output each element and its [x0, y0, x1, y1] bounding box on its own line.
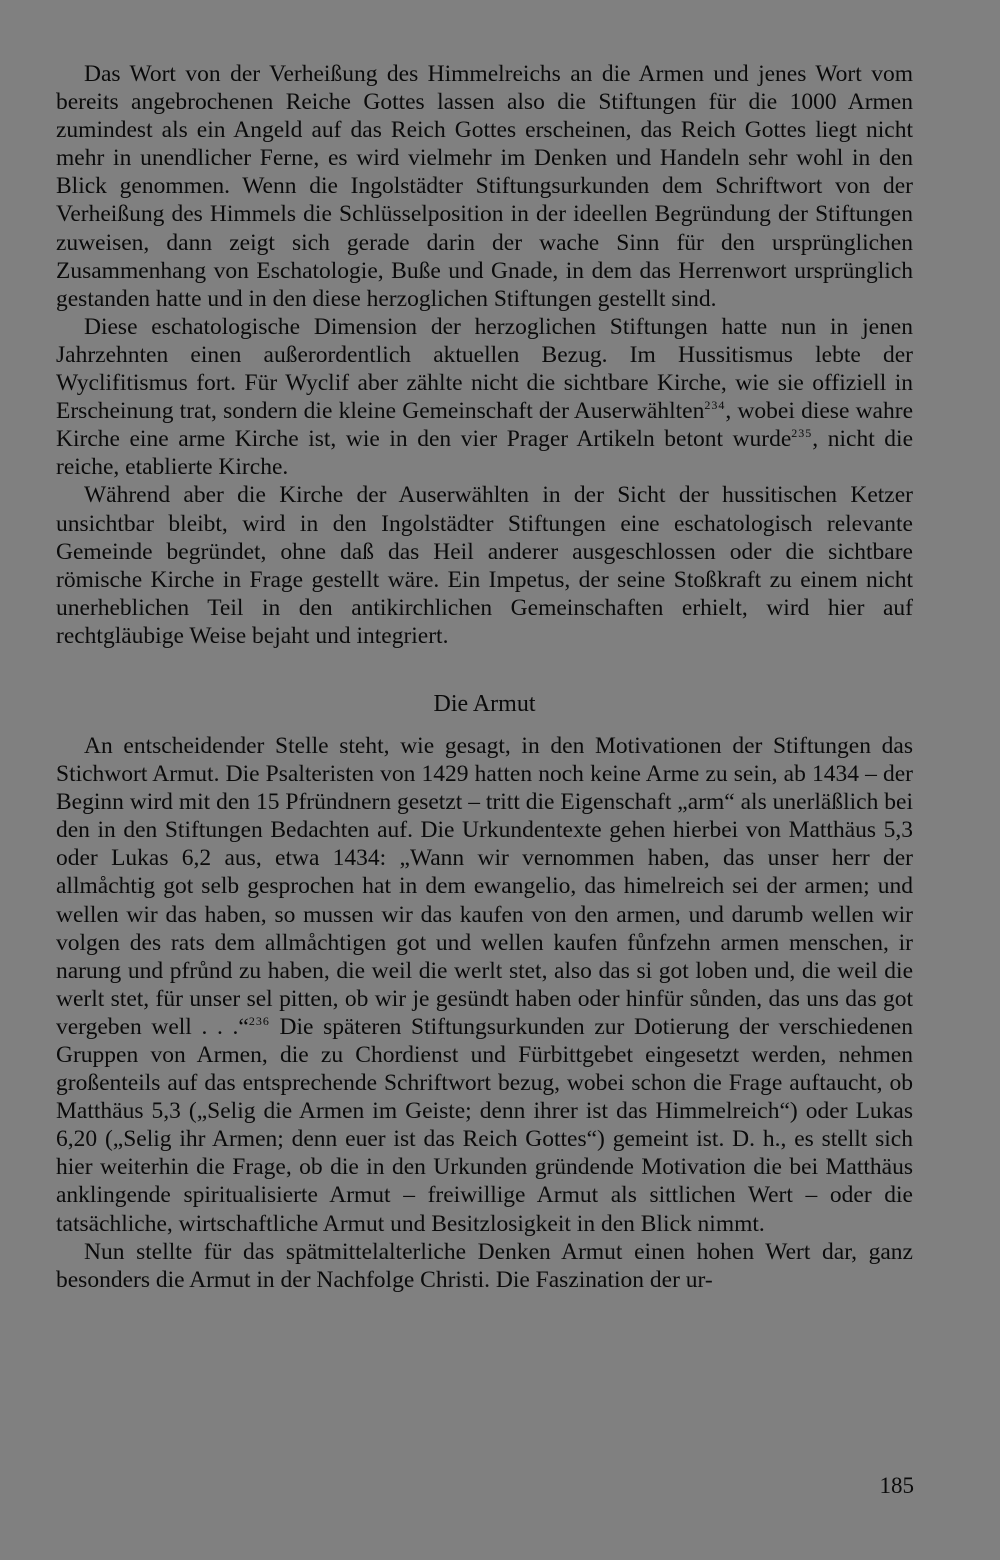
footnote-ref-235: 235: [791, 426, 813, 441]
footnote-ref-236: 236: [248, 1013, 270, 1028]
paragraph-4-text-b: Die späteren Stiftungsurkunden zur Dotierung der verschiedenen Gruppen von Armen, die zu Chordienst und Fürbittgebet eingesetzt werden, nehmen großenteils auf das entsprechende Schriftwort bezug, wobei schon die Frage auftaucht, ob Matthäus 5,3 („Selig die Armen im Geiste; denn ihrer ist das Himmelreich“) oder Lukas 6,20 („Selig ihr Armen; denn euer ist das Reich Gottes“) gemeint ist. D. h., es stellt sich hier weiterhin die Frage, ob die in den Urkunden gründende Motivation die bei Matthäus anklingende spiritualisierte Armut – freiwillige Armut als sittlichen Wert – oder die tatsächliche, wirtschaftliche Armut und Besitzlosigkeit in den Blick nimmt.: [56, 1013, 913, 1237]
paragraph-2-text-c: , nicht die reiche, etablierte Kirche.: [56, 426, 913, 481]
footnote-ref-234: 234: [704, 398, 726, 413]
paragraph-2: [56, 313, 913, 482]
paragraph-4-text-a: An entscheidender Stelle steht, wie gesagt, in den Motivationen der Stiftungen das Stichwort Armut. Die Psalteristen von 1429 hatten noch keine Arme zu sein, ab 1434 – der Beginn wird mit den 15 Pfründnern gesetzt – tritt die Eigenschaft „arm“ als unerläßlich bei den in den Stiftungen Bedachten auf. Die Urkundentexte gehen hierbei von Matthäus 5,3 oder Lukas 6,2 aus, etwa 1434: „Wann wir vernommen haben, das unser herr der allmåchtig got selb gesprochen hat in dem ewangelio, das himelreich sei der armen; und wellen wir das haben, so mussen wir das kaufen von den armen, und darumb wellen wir volgen des rats dem allmåchtigen got und wellen kaufen fůnfzehn armen menschen, ir narung und pfrůnd zu haben, die weil die werlt stet, also das si got loben und, die weil die werlt stet, für unser sel pitten, ob wir je gesündt haben oder hinfür sůnden, das uns das got vergeben well . . .“: [56, 732, 913, 1040]
section-heading: Die Armut: [433, 690, 536, 717]
paragraph-2-text-a: Diese eschatologische Dimension der herzoglichen Stiftungen hatte nun in jenen Jahrzehnten einen außerordentlich aktuellen Bezug. Im Hussitismus lebte der Wyclifitismus fort. Für Wyclif aber zählte nicht die sichtbare Kirche, wie sie offiziell in Erscheinung trat, sondern die kleine Gemeinschaft der Auserwählten: [56, 313, 913, 425]
paragraph-3: Während aber die Kirche der Auserwählten in der Sicht der hussitischen Ketzer unsichtbar bleibt, wird in den Ingolstädter Stiftungen eine eschatologisch relevante Gemeinde begründet, ohne daß das Heil anderer ausgeschlossen oder die sichtbare römische Kirche in Frage gestellt wäre. Ein Impetus, der seine Stoßkraft zu einem nicht unerheblichen Teil in den antikirchlichen Gemeinschaften erhielt, wird hier auf rechtgläubige Weise bejaht und integriert.: [56, 482, 913, 649]
paragraph-4: [56, 732, 913, 1238]
paragraph-1: Das Wort von der Verheißung des Himmelreichs an die Armen und jenes Wort vom bereits angebrochenen Reiche Gottes lassen also die Stiftungen für die 1000 Armen zumindest als ein Angeld auf das Reich Gottes erscheinen, das Reich Gottes liegt nicht mehr in unendlicher Ferne, es wird vielmehr im Denken und Handeln sehr wohl in den Blick genommen. Wenn die Ingolstädter Stiftungsurkunden dem Schriftwort von der Verheißung des Himmels die Schlüsselposition in der ideellen Begründung der Stiftungen zuweisen, dann zeigt sich gerade darin der wache Sinn für den ursprünglichen Zusammenhang von Eschatologie, Buße und Gnade, in dem das Herrenwort ursprünglich gestanden hatte und in den diese herzoglichen Stiftungen gestellt sind.: [56, 61, 913, 312]
paragraph-5: Nun stellte für das spätmittelalterliche Denken Armut einen hohen Wert dar, ganz besonders die Armut in der Nachfolge Christi. Die Faszination der ur-: [56, 1238, 913, 1293]
text-block: [56, 60, 913, 1294]
page-number: 185: [879, 1473, 914, 1498]
paragraph-2-text-b: , wobei diese wahre Kirche eine arme Kirche ist, wie in den vier Prager Artikeln betont wurde: [56, 398, 913, 453]
